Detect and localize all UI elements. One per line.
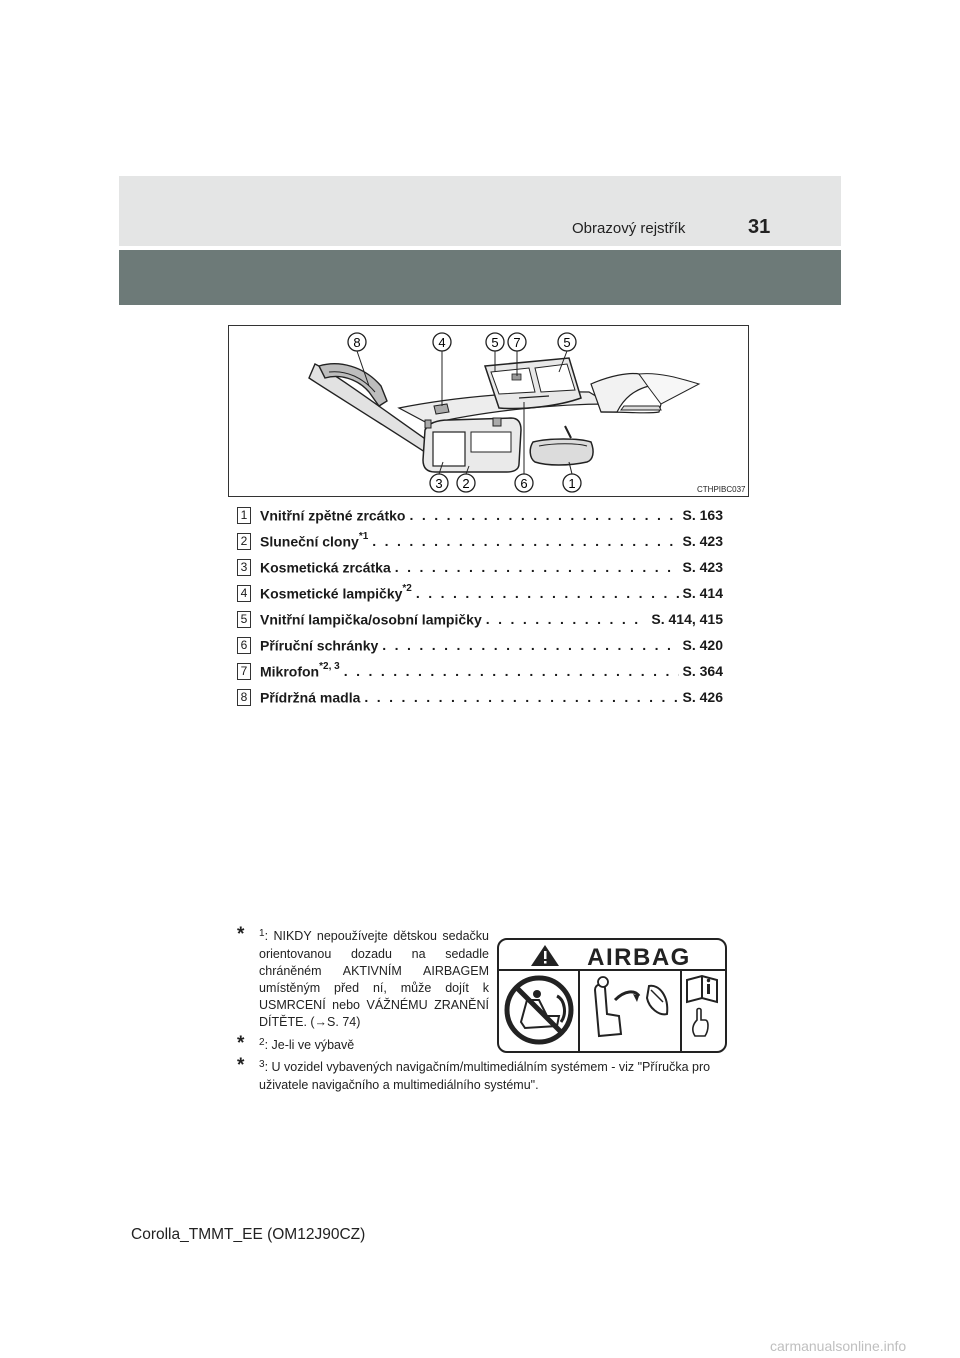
svg-text:1: 1 [568,476,576,491]
dot-leader [409,507,678,523]
watermark: carmanualsonline.info [770,1338,907,1354]
item-label: Příruční schránky [260,637,379,654]
callout-3 [430,474,448,492]
index-item-3[interactable] [237,554,723,580]
overhead-diagram [229,326,748,496]
page-reference[interactable]: S. 426 [682,689,723,705]
svg-text:8: 8 [353,335,361,350]
asterisk-mark: * [237,1033,245,1054]
warning-triangle-icon [531,945,559,966]
no-child-seat-icon [507,978,571,1042]
dot-leader [382,637,678,653]
item-label: Kosmetické lampičky$^{*2}$ [260,582,412,602]
footnote-text: : U vozidel vybavených navigačním/multimediálním systémem - viz "Příručka pro uživatele navigačního a multimediálního systému". [259,1060,711,1092]
callout-1 [563,474,581,492]
item-number: 3 [237,559,251,576]
page-reference[interactable]: S. 420 [682,637,723,653]
item-label: Sluneční clony$^{*1}$ [260,530,369,550]
item-number: 4 [237,585,251,602]
airbag-warning-label [497,938,727,1053]
item-number: 7 [237,663,251,680]
item-label: Přídržná madla [260,689,361,706]
svg-text:4: 4 [438,335,446,350]
dot-leader [486,611,648,627]
svg-text:2: 2 [462,476,470,491]
callout-7 [508,333,526,351]
callout-6 [515,474,533,492]
rear-view-mirror-shape [530,426,593,465]
footnote-1 [237,924,489,1031]
footnote-text: : NIKDY nepoužívejte dětskou sedačku orientovanou dozadu na sedadle chráněném AKTIVNÍM AIRBAGEM umístěným před ní, může dojít k USMRCENÍ nebo VÁŽNÉMU ZRANĚNÍ DÍTĚTE. (→S. 74) [259,929,489,1029]
figure-code: CTHPIBC037 [697,485,746,494]
item-label: Vnitřní lampička/osobní lampičky [260,611,482,628]
item-label: Vnitřní zpětné zrcátko [260,507,406,524]
dot-leader [416,585,679,601]
callout-5b [558,333,576,351]
item-label: Mikrofon$^{*2, 3}$ [260,660,340,680]
index-item-1[interactable] [237,502,723,528]
item-number: 6 [237,637,251,654]
item-number: 2 [237,533,251,550]
svg-text:3: 3 [435,476,443,491]
interior-illustration [228,325,749,497]
asterisk-mark: * [237,1055,245,1076]
index-item-6[interactable] [237,632,723,658]
page-reference[interactable]: S. 423 [682,559,723,575]
index-item-8[interactable] [237,684,723,710]
page-reference[interactable]: S. 414, 415 [651,611,723,627]
dot-leader [364,689,678,705]
airbag-deploy-icon [595,977,667,1036]
svg-text:7: 7 [513,335,521,350]
item-label: Kosmetická zrcátka [260,559,391,576]
dot-leader [395,559,679,575]
page-reference[interactable]: S. 414 [682,585,723,601]
svg-text:5: 5 [491,335,499,350]
callout-8 [348,333,366,351]
footer-model-code: Corolla_TMMT_EE (OM12J90CZ) [131,1226,366,1243]
dot-leader [344,663,679,679]
read-manual-icon [687,976,717,1036]
footnote-3 [237,1055,727,1094]
dot-leader [372,533,678,549]
overhead-console-shape [485,358,581,409]
svg-text:6: 6 [520,476,528,491]
callout-4 [433,333,451,351]
item-number: 5 [237,611,251,628]
callout-2 [457,474,475,492]
footnote-text: : Je-li ve výbavě [264,1038,355,1052]
footnote-number: 3 [259,1059,265,1070]
airbag-title: AIRBAG [587,944,691,971]
header-band [119,176,841,246]
index-item-7[interactable] [237,658,723,684]
index-list [237,502,723,710]
footnote-number: 1 [259,928,265,939]
airbag-warning-graphic [499,940,725,1051]
item-number: 8 [237,689,251,706]
footnote-number: 2 [259,1037,265,1048]
callout-5a [486,333,504,351]
item-number: 1 [237,507,251,524]
index-item-5[interactable] [237,606,723,632]
index-item-4[interactable] [237,580,723,606]
asterisk-mark: * [237,924,245,945]
page-reference[interactable]: S. 423 [682,533,723,549]
page-number: 31 [748,216,771,238]
page-title: Obrazový rejstřík [572,220,686,237]
page-reference[interactable]: S. 163 [682,507,723,523]
sun-visor-shape [423,418,521,472]
index-item-2[interactable] [237,528,723,554]
header-dark-band [119,250,841,305]
svg-text:5: 5 [563,335,571,350]
page-reference[interactable]: S. 364 [682,663,723,679]
